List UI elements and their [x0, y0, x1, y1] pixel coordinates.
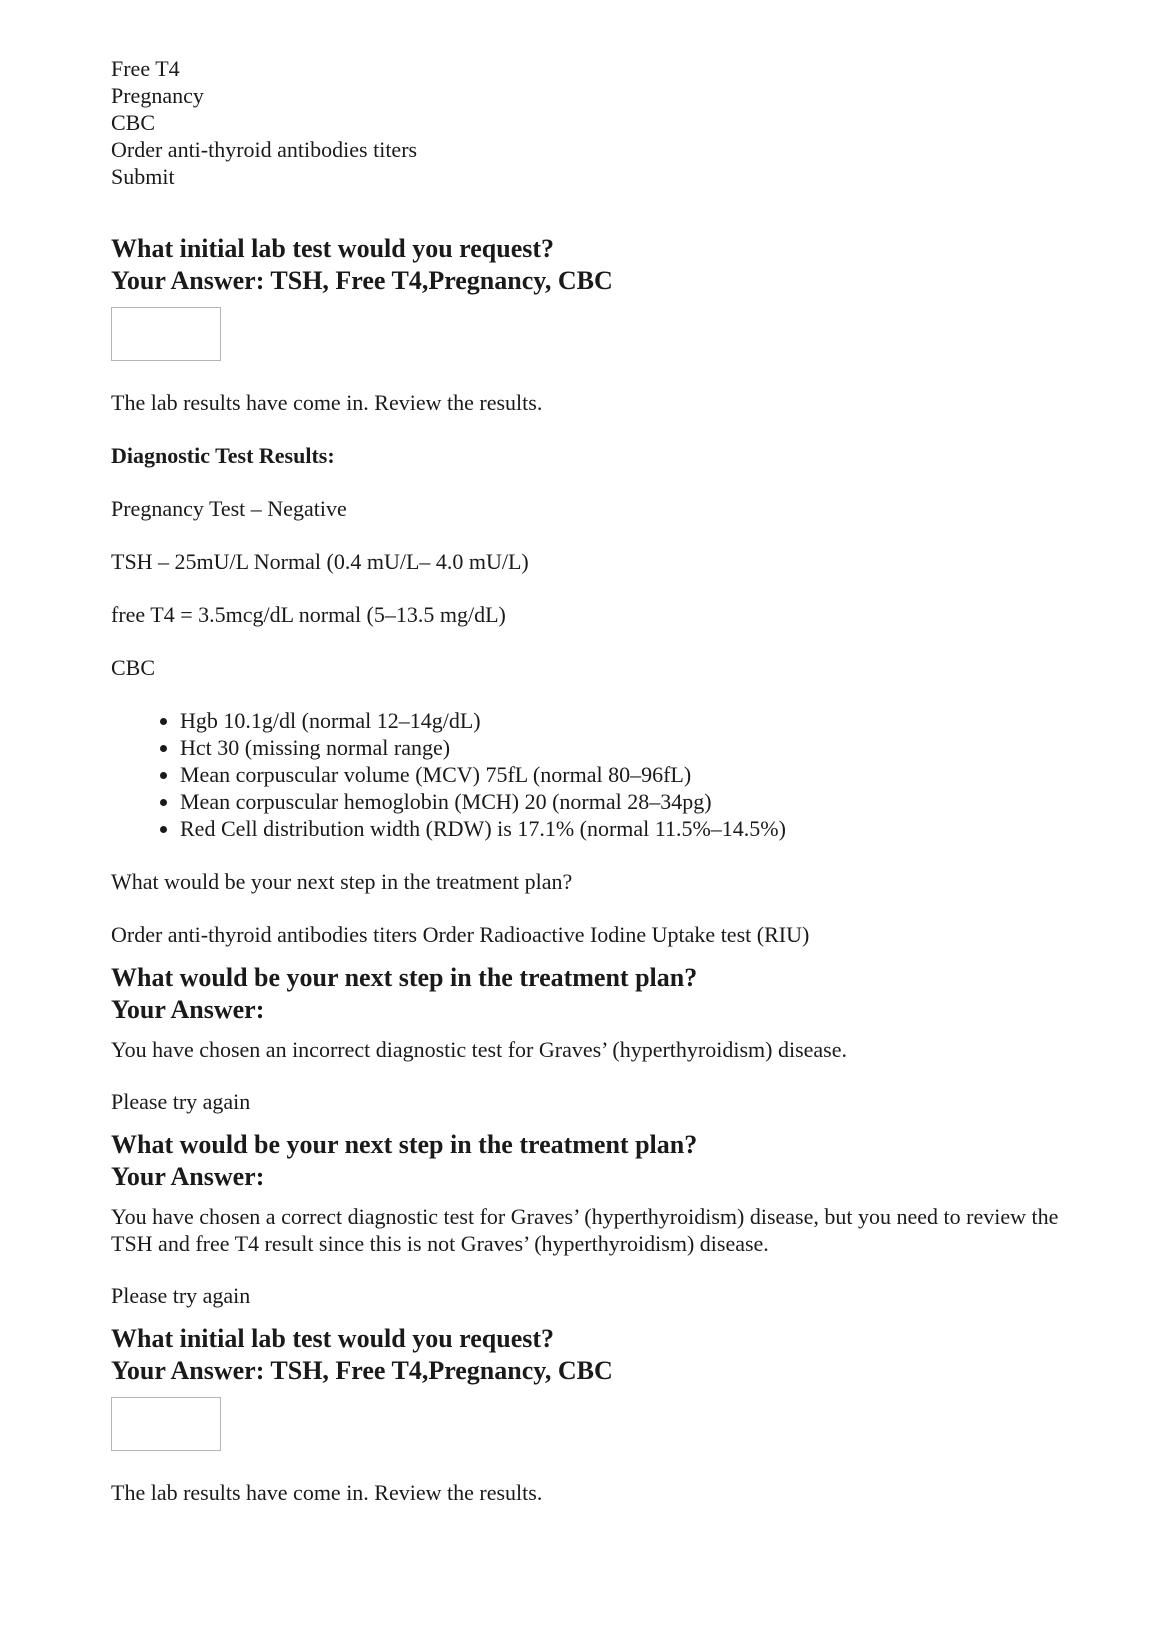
your-answer: Your Answer: [111, 1162, 265, 1191]
list-item: • Hgb 10.1g/dl (normal 12–14g/dL) [180, 707, 1101, 734]
feedback-block-2 [111, 1129, 1101, 1309]
your-answer: Your Answer: [111, 995, 265, 1024]
result-cbc-label: CBC [111, 655, 156, 680]
feedback-message: You have chosen an incorrect diagnostic test for Graves’ (hyperthyroidism) disease. [111, 1037, 847, 1062]
option-free-t4[interactable]: Free T4 [111, 56, 180, 81]
option-list [111, 55, 1101, 190]
question-title: What would be your next step in the treatment plan? [111, 1130, 698, 1159]
next-step-options[interactable]: Order anti-thyroid antibodies titers Order Radioactive Iodine Uptake test (RIU) [111, 922, 810, 947]
next-step-prompt: What would be your next step in the treatment plan? [111, 869, 573, 894]
option-cbc[interactable]: CBC [111, 110, 156, 135]
question-block-1 [111, 233, 1101, 361]
feedback-block-1 [111, 962, 1101, 1115]
retry-text: Please try again [111, 1089, 251, 1114]
result-tsh: TSH – 25mU/L Normal (0.4 mU/L– 4.0 mU/L) [111, 549, 529, 574]
submit-button[interactable]: Submit [111, 164, 175, 189]
cbc-list [111, 707, 1101, 842]
your-answer: Your Answer: TSH, Free T4,Pregnancy, CBC [111, 1356, 613, 1385]
retry-text: Please try again [111, 1283, 251, 1308]
question-title: What initial lab test would you request? [111, 1324, 555, 1353]
question-title: What would be your next step in the treatment plan? [111, 963, 698, 992]
results-intro: The lab results have come in. Review the results. [111, 1480, 543, 1505]
question-title: What initial lab test would you request? [111, 234, 555, 263]
question-block-2 [111, 1323, 1101, 1451]
list-item: • Mean corpuscular hemoglobin (MCH) 20 (normal 28–34pg) [180, 788, 1101, 815]
option-antibodies[interactable]: Order anti-thyroid antibodies titers [111, 137, 418, 162]
list-item: • Mean corpuscular volume (MCV) 75fL (normal 80–96fL) [180, 761, 1101, 788]
answer-input[interactable] [111, 307, 221, 361]
results-intro: The lab results have come in. Review the results. [111, 390, 543, 415]
feedback-message: You have chosen a correct diagnostic test for Graves’ (hyperthyroidism) disease, but you need to review the TSH and free T4 result since this is not Graves’ (hyperthyroidism) disease. [111, 1204, 1059, 1256]
option-pregnancy[interactable]: Pregnancy [111, 83, 204, 108]
answer-input[interactable] [111, 1397, 221, 1451]
result-pregnancy: Pregnancy Test – Negative [111, 496, 347, 521]
results-heading: Diagnostic Test Results: [111, 443, 335, 468]
your-answer: Your Answer: TSH, Free T4,Pregnancy, CBC [111, 266, 613, 295]
list-item: • Red Cell distribution width (RDW) is 17.1% (normal 11.5%–14.5%) [180, 815, 1101, 842]
list-item: • Hct 30 (missing normal range) [180, 734, 1101, 761]
result-t4: free T4 = 3.5mcg/dL normal (5–13.5 mg/dL) [111, 602, 506, 627]
